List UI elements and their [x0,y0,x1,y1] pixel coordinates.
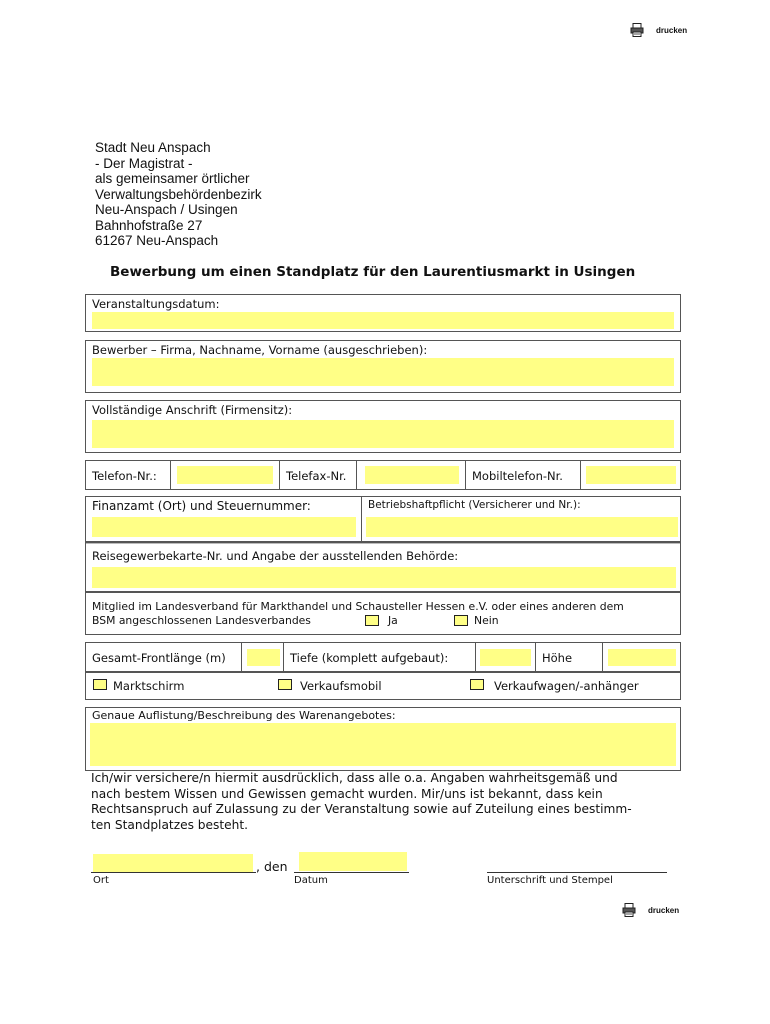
mitglied-ja-checkbox[interactable] [365,615,379,626]
verkaufswagen-checkbox[interactable] [470,679,484,690]
unterschrift-line [487,872,667,873]
declaration-line: ten Standplatzes besteht. [91,817,249,832]
ort-label: Ort [93,875,109,886]
divider [283,643,284,671]
datum-label: Datum [294,875,328,886]
finanzamt-field[interactable] [92,517,356,537]
mitglied-nein-label: Nein [474,614,499,627]
marktschirm-checkbox[interactable] [93,679,107,690]
divider [535,643,536,671]
warenangebot-label: Genaue Auflistung/Beschreibung des Warenangebotes: [92,709,396,722]
frontlaenge-field[interactable] [247,649,280,666]
veranstaltungsdatum-field[interactable] [92,312,674,329]
print-button-top[interactable] [630,23,687,37]
datum-field[interactable] [299,852,407,871]
divider [465,461,466,489]
address-line: Neu-Anspach / Usingen [95,202,238,217]
tiefe-label: Tiefe (komplett aufgebaut): [290,651,449,665]
mobil-field[interactable] [586,466,676,484]
datum-underline [294,872,409,873]
declaration-line: Ich/wir versichere/n hiermit ausdrücklich, dass alle o.a. Angaben wahrheitsgemäß und [91,771,618,785]
marktschirm-label: Marktschirm [113,679,185,693]
frontlaenge-label: Gesamt-Frontlänge (m) [92,651,226,665]
reisegewerbe-section [85,542,681,592]
print-button-bottom[interactable] [622,903,679,917]
form-title: Bewerbung um einen Standplatz für den Laurentiusmarkt in Usingen [110,264,636,280]
address-line: als gemeinsamer örtlicher [95,171,250,186]
divider [241,643,242,671]
telefon-row [85,460,681,490]
hoehe-field[interactable] [608,649,676,666]
bewerber-section [85,340,681,393]
telefax-label: Telefax-Nr. [286,469,347,483]
telefax-field[interactable] [365,466,459,484]
mitglied-text-line2: BSM angeschlossenen Landesverbandes [92,614,311,627]
veranstaltungsdatum-section [85,294,681,332]
finanzamt-label: Finanzamt (Ort) und Steuernummer: [92,499,311,513]
ort-field[interactable] [93,854,253,872]
bewerber-label: Bewerber – Firma, Nachname, Vorname (ausgeschrieben): [92,343,428,357]
anschrift-field[interactable] [92,420,674,448]
telefon-label: Telefon-Nr.: [92,469,157,483]
divider [475,643,476,671]
divider [170,461,171,489]
address-line: Verwaltungsbehördenbezirk [95,186,262,202]
anschrift-section [85,400,681,453]
mitglied-section [85,592,681,635]
typ-row [85,672,681,700]
print-label: drucken [656,25,688,35]
divider [361,497,362,541]
declaration-line: Rechtsanspruch auf Zulassung zu der Veranstaltung sowie auf Zuteilung eines bestimm- [91,802,632,816]
anschrift-label: Vollständige Anschrift (Firmensitz): [92,403,293,417]
recipient-address [95,140,262,249]
declaration-line: nach bestem Wissen und Gewissen gemacht wurden. Mir/uns ist bekannt, dass kein [91,786,603,801]
haftpflicht-label: Betriebshaftpflicht (Versicherer und Nr.): [368,499,581,511]
divider [602,643,603,671]
tiefe-field[interactable] [480,649,531,666]
masse-row [85,642,681,672]
finanzamt-haftpflicht-row [85,496,681,542]
printer-icon [622,903,636,917]
address-line: Stadt Neu Anspach [95,140,211,155]
den-text: , den [256,859,288,874]
reisegewerbe-label: Reisegewerbekarte-Nr. und Angabe der ausstellenden Behörde: [92,549,459,563]
verkaufswagen-label: Verkaufwagen/-anhänger [494,679,639,693]
warenangebot-field[interactable] [90,723,676,766]
haftpflicht-field[interactable] [366,517,678,537]
verkaufsmobil-checkbox[interactable] [278,679,292,690]
declaration-text [91,771,632,833]
reisegewerbe-field[interactable] [92,567,676,588]
divider [86,543,680,544]
verkaufsmobil-label: Verkaufsmobil [300,679,382,693]
address-line: Bahnhofstraße 27 [95,217,203,233]
divider [279,461,280,489]
print-label: drucken [648,905,680,915]
mobil-label: Mobiltelefon-Nr. [472,469,563,483]
mitglied-text-line1: Mitglied im Landesverband für Markthandel und Schausteller Hessen e.V. oder eines anderen dem [92,600,624,613]
address-line: - Der Magistrat - [95,155,193,171]
unterschrift-label: Unterschrift und Stempel [487,875,613,886]
address-line: 61267 Neu-Anspach [95,233,219,248]
divider [356,461,357,489]
veranstaltungsdatum-label: Veranstaltungsdatum: [92,297,220,311]
printer-icon [630,23,644,37]
ort-underline [91,872,256,873]
warenangebot-section [85,707,681,771]
mitglied-nein-checkbox[interactable] [454,615,468,626]
bewerber-field[interactable] [92,358,674,386]
mitglied-ja-label: Ja [388,614,398,627]
hoehe-label: Höhe [542,651,573,665]
divider [580,461,581,489]
telefon-field[interactable] [177,466,273,484]
